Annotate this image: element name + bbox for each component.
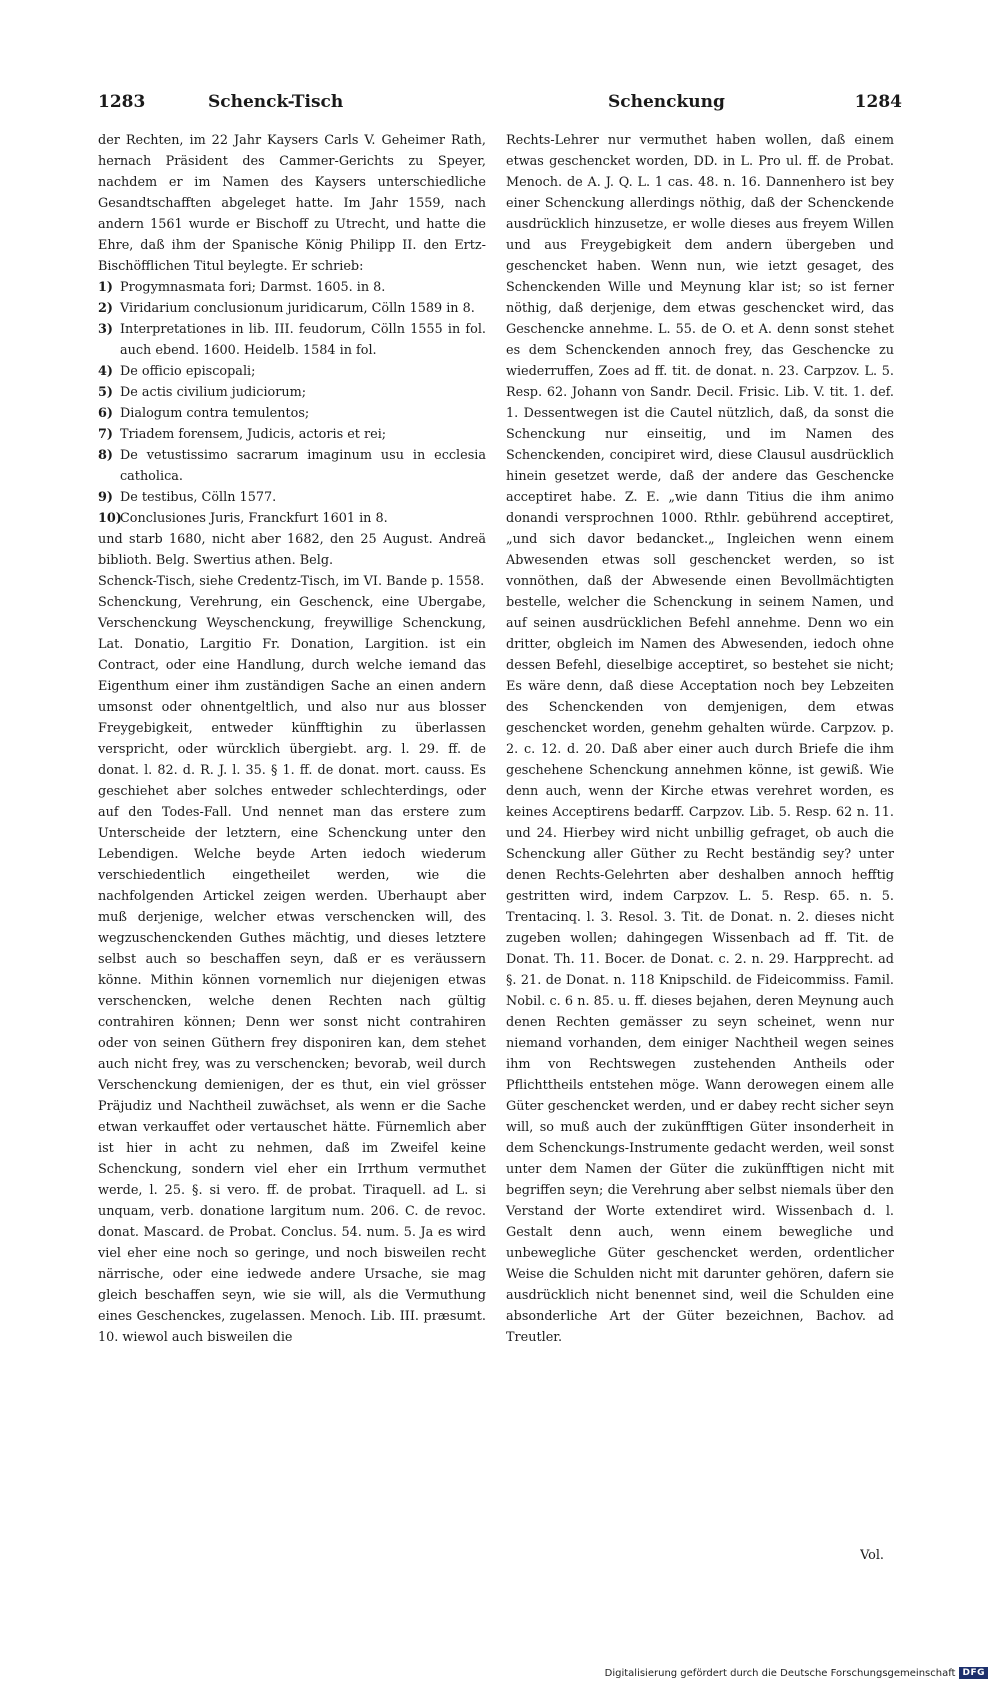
right-column [506, 130, 894, 1348]
page-header [98, 92, 902, 122]
left-column [98, 130, 486, 1348]
works-list-item: 8) De vetustissimo sacrarum imaginum usu in ecclesia catholica. [98, 448, 486, 484]
left-page-number: 1283 [98, 92, 146, 112]
right-page-number: 1284 [854, 92, 902, 112]
works-list-item: 6) Dialogum contra temulentos; [98, 406, 310, 421]
biography-intro: der Rechten, im 22 Jahr Kaysers Carls V. Geheimer Rath, hernach Präsident des Cammer-Gerichts zu Speyer, nachdem er im Namen des Kaysers unterschiedliche Gesandtschafften abgeleget hatte. Im Jahr 1559, nach andern 1561 wurde er Bischoff zu Utrecht, und hatte die Ehre, daß ihm der Spanische König Philipp II. den Ertz-Bischöfflichen Titul beylegte. Er schrieb: [98, 133, 486, 274]
works-list-item: 10)Conclusiones Juris, Franckfurt 1601 in 8. [98, 511, 388, 526]
digitization-footer [605, 1667, 988, 1679]
works-list-item: 3) Interpretationes in lib. III. feudorum, Cölln 1555 in fol. auch ebend. 1600. Heidelb. 1584 in fol. [98, 322, 486, 358]
dfg-logo-icon: DFG [959, 1667, 988, 1679]
left-running-head: Schenck-Tisch [208, 92, 344, 112]
works-list [98, 277, 486, 529]
works-list-item: 9) De testibus, Cölln 1577. [98, 490, 277, 505]
biography-death: und starb 1680, nicht aber 1682, den 25 August. Andreä biblioth. Belg. Swertius athen. Belg. [98, 532, 486, 568]
works-list-item: 5) De actis civilium judiciorum; [98, 385, 307, 400]
article-continuation: Rechts-Lehrer nur vermuthet haben wollen, daß einem etwas geschencket worden, DD. in L. Pro ul. ff. de Probat. Menoch. de A. J. Q. L. 1 cas. 48. n. 16. Dannenhero ist bey einer Schenckung allerdings nöthig, daß der Schenckende ausdrücklich hinzusetze, er wolle dieses aus freyem Willen und aus Freygebigkeit dem andern übergeben und geschencket haben. Wenn nun, wie ietzt gesaget, des Schenckenden Wille und Meynung klar ist; so ist ferner nöthig, daß derjenige, dem etwas geschencket wird, das Geschencke annehme. L. 55. de O. et A. denn sonst stehet es dem Schenckenden annoch frey, das Geschencke zu wiederruffen, Zoes ad ff. tit. de donat. n. 23. Carpzov. L. 5. Resp. 62. Johann von Sandr. Decil. Frisic. Lib. V. tit. 1. def. 1. Dessentwegen ist die Cautel nützlich, daß, da sonst die Schenckung nur einseitig, und im Namen des Schenckenden, concipiret wird, diese Clausul ausdrücklich hinein gesetzet werde, daß der andere das Geschencke acceptiret habe. Z. E. „wie dann Titius die ihm animo donandi versprochnen 1000. Rthlr. gebührend acceptiret, „und sich davor bedancket.„ Ingleichen wenn einem Abwesenden etwas soll geschencket werden, so ist vonnöthen, daß der Abwesende einen Bevollmächtigten bestelle, welcher die Schenckung in seinem Namen, und auf seinen ausdrücklichen Befehl annehme. Denn wo ein dritter, obgleich im Namen des Abwesenden, iedoch ohne dessen Befehl, dieselbige acceptiret, so bestehet sie nicht; Es wäre denn, daß diese Acceptation noch bey Lebzeiten des Schenckenden von demjenigen, dem etwas geschencket worden, genehm gehalten würde. Carpzov. p. 2. c. 12. d. 20. Daß aber einer auch durch Briefe die ihm geschehene Schenckung annehmen könne, ist gewiß. Wie denn auch, wenn der Kirche etwas verehret worden, es keines Acceptirens bedarff. Carpzov. Lib. 5. Resp. 62 n. 11. und 24. Hierbey wird nicht unbillig gefraget, ob auch die Schenckung aller Güther zu Recht beständig sey? unter denen Rechts-Gelehrten aber deshalben annoch hefftig gestritten wird, indem Carpzov. L. 5. Resp. 65. n. 5. Trentacinq. l. 3. Resol. 3. Tit. de Donat. n. 2. dieses nicht zugeben wollen; dahingegen Wissenbach ad ff. Tit. de Donat. Th. 11. Bocer. de Donat. c. 2. n. 29. Harpprecht. ad §. 21. de Donat. n. 118 Knipschild. de Fideicommiss. Famil. Nobil. c. 6 n. 85. u. ff. dieses bejahen, deren Meynung auch denen Rechten gemässer zu seyn scheinet, wenn nur niemand vorhanden, dem einiger Nachtheil wegen seines ihm von Rechtswegen zustehenden Antheils oder Pflichttheils entstehen möge. Wann derowegen einem alle Güter geschencket werden, und er dabey recht sicher seyn will, so muß auch der zukünfftigen Güter insonderheit in dem Schenckungs-Instrumente gedacht werden, weil sonst unter dem Namen der Güter die zukünfftigen nicht mit begriffen seyn; die Verehrung aber selbst niemals über den Verstand der Worte extendiret wird. Wissenbach d. l. Gestalt denn auch, wenn einem bewegliche und unbewegliche Güter geschencket werden, ordentlicher Weise die Schulden nicht mit darunter gehören, dafern sie ausdrücklich nicht benennet sind, weil die Schulden eine absonderliche Art der Güter bezeichnen, Bachov. ad Treutler. [506, 133, 894, 1345]
cross-reference-entry: Schenck-Tisch, siehe Credentz-Tisch, im VI. Bande p. 1558. [98, 574, 485, 589]
catchword: Vol. [860, 1548, 884, 1563]
works-list-item: 4) De officio episcopali; [98, 364, 256, 379]
works-list-item: 1) Progymnasmata fori; Darmst. 1605. in 8. [98, 280, 386, 295]
article-schenckung: Schenckung, Verehrung, ein Geschenck, eine Ubergabe, Verschenckung Weyschenckung, freywillige Schenckung, Lat. Donatio, Largitio Fr. Donation, Largition. ist ein Contract, oder eine Handlung, durch welche iemand das Eigenthum einer ihm zuständigen Sache an einen andern umsonst oder ohnentgeltlich, und also nur aus blosser Freygebigkeit, entweder künfftighin zu überlassen verspricht, oder würcklich übergiebt. arg. l. 29. ff. de donat. l. 82. d. R. J. l. 35. § 1. ff. de donat. mort. causs. Es geschiehet aber solches entweder schlechterdings, oder auf den Todes-Fall. Und nennet man das erstere zum Unterscheide der letztern, eine Schenckung unter den Lebendigen. Welche beyde Arten iedoch wiederum verschiedentlich eingetheilet werden, wie die nachfolgenden Artickel zeigen werden. Uberhaupt aber muß derjenige, welcher etwas verschencken will, des wegzuschenckenden Guthes mächtig, und dieses letztere selbst auch so beschaffen seyn, daß er es veräussern könne. Mithin können vornemlich nur diejenigen etwas verschencken, welche denen Rechten nach gültig contrahiren können; Denn wer sonst nicht contrahiren oder von seinen Güthern frey disponiren kan, dem stehet auch nicht frey, was zu verschencken; bevorab, weil durch Verschenckung demienigen, der es thut, ein viel grösser Präjudiz und Nachtheil zuwächset, als wenn er die Sache etwan verkauffet oder vertauschet hätte. Fürnemlich aber ist hier in acht zu nehmen, daß im Zweifel keine Schenckung, sondern viel eher ein Irrthum vermuthet werde, l. 25. §. si vero. ff. de probat. Tiraquell. ad L. si unquam, verb. donatione largitum num. 206. C. de revoc. donat. Mascard. de Probat. Conclus. 54. num. 5. Ja es wird viel eher eine noch so geringe, und noch bisweilen recht närrische, oder eine iedwede andere Ursache, sie mag gleich beschaffen seyn, wie sie will, als die Vermuthung eines Geschenckes, zugelassen. Menoch. Lib. III. præsumt. 10. wiewol auch bisweilen die [98, 595, 486, 1345]
digitization-credit: Digitalisierung gefördert durch die Deutsche Forschungsgemeinschaft [604, 1667, 956, 1679]
works-list-item: 2) Viridarium conclusionum juridicarum, Cölln 1589 in 8. [98, 301, 475, 316]
works-list-item: 7) Triadem forensem, Judicis, actoris et rei; [98, 427, 387, 442]
right-running-head: Schenckung [608, 92, 725, 112]
